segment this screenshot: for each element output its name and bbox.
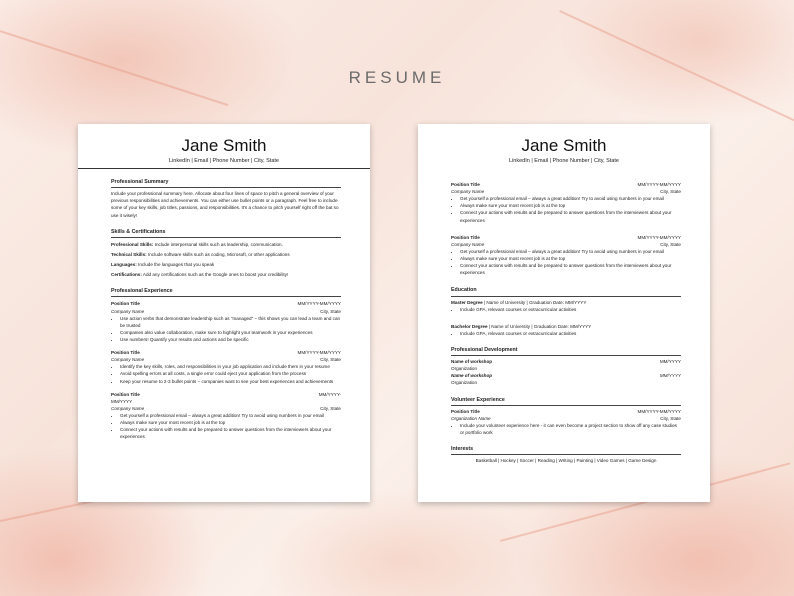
job-dates: MM/YYYY-MM/YYYY [297, 301, 341, 307]
list-item: • Always make sure your most recent job is at the top [460, 255, 681, 262]
header-divider [78, 168, 370, 169]
job-location: City, State [320, 405, 341, 411]
list-item: • Use action verbs that demonstrate leadership such as "managed" – this shows you can lead a team and can be trusted [120, 315, 341, 329]
job-location: City, State [660, 241, 681, 247]
list-item: • Connect your actions with results and be prepared to answer questions from the interviewers about your experiences [460, 262, 681, 276]
section-title-skills: Skills & Certifications [111, 228, 166, 235]
position-title: Position Title [111, 391, 140, 397]
list-item: • Connect your actions with results and be prepared to answer questions from the interviewers about your experiences [460, 209, 681, 223]
education-entry: Bachelor Degree | Name of University | Graduation Date: MM/YYYY [451, 323, 592, 329]
summary-text: Include your professional summary here. Allocate about four lines of space to pitch a general overview of your previous responsibilities and achievements. You can either use bullet points or a paragraph. Feel free to include some of your key skills, job titles, passions, and responsibilities. It's a chance to pitch yourself right off the bat so use it wisely! [111, 191, 339, 218]
workshop-date: MM/YYYY [659, 373, 681, 379]
position-title: Position Title [451, 234, 480, 240]
page-heading: RESUME [348, 68, 446, 87]
list-item: • Include GPA, relevant courses or extracurricular activities [460, 306, 681, 313]
company-name: Company Name [451, 241, 485, 247]
workshop-date: MM/YYYY [659, 359, 681, 365]
workshop-org: Organization [451, 366, 478, 372]
company-name: Company Name [111, 405, 145, 411]
company-name: Company Name [111, 357, 145, 363]
job-entry [111, 349, 341, 385]
job-dates: MM/YYYY-MM/YYYY [637, 234, 681, 240]
list-item: • Use numbers! Quantify your results and actions and be specific [120, 336, 341, 343]
job-entry [451, 234, 681, 277]
section-title-experience: Professional Experience [111, 288, 173, 295]
section-divider [451, 355, 681, 356]
list-item: • Get yourself a professional email – always a great addition! Try to avoid using numbers in your email [460, 248, 681, 255]
workshop-name: Name of workshop [451, 359, 493, 365]
position-title: Position Title [111, 301, 140, 307]
company-name: Organization Name [451, 415, 491, 421]
job-dates: MM/YYYY-MM/YYYY [297, 350, 341, 356]
section-divider [451, 296, 681, 297]
section-title-interests: Interests [451, 446, 474, 453]
position-title: Position Title [111, 350, 140, 356]
position-title: Position Title [451, 182, 480, 187]
list-item: • Identify the key skills, roles, and responsibilities in your job application and include them in your resume [120, 363, 341, 370]
job-location: City, State [660, 415, 681, 421]
position-title: Position Title [451, 408, 480, 414]
skill-line: Technical Skills: Include software skills such as coding, Microsoft, or other applications [111, 251, 290, 257]
job-entry [111, 391, 341, 441]
job-entry [111, 300, 341, 343]
resume-contact: LinkedIn | Email | Phone Number | City, State [509, 158, 619, 164]
job-dates: MM/YYYY-MM/YYYY [637, 408, 681, 414]
section-title-education: Education [451, 287, 477, 294]
list-item: • Get yourself a professional email – always a great addition! Try to avoid using numbers in your email [120, 412, 341, 419]
section-divider [111, 296, 341, 297]
section-divider [451, 405, 681, 406]
job-dates: MM/YYYY-MM/YYYY [637, 182, 681, 187]
job-location: City, State [660, 189, 681, 195]
list-item: • Include your volunteer experience here - it can even become a project section to show off any case studies or portfolio work [460, 422, 681, 436]
workshop-org: Organization [451, 380, 478, 386]
resume-page-1 [78, 124, 370, 502]
marble-vein [559, 10, 794, 122]
list-item: • Include GPA, relevant courses or extracurricular activities [460, 330, 681, 337]
skill-line: Languages: Include the languages that you speak [111, 262, 215, 268]
section-divider [451, 454, 681, 455]
resume-name: Jane Smith [181, 136, 267, 155]
skill-line: Professional Skills: Include interpersonal skills such as leadership, communication. [111, 241, 283, 247]
list-item: • Always make sure your most recent job is at the top [120, 419, 341, 426]
section-title-development: Professional Development [451, 346, 518, 353]
list-item: • Companies also value collaboration, make sure to highlight your teamwork in your experiences [120, 329, 341, 336]
company-name: Company Name [111, 308, 145, 314]
resume-contact: LinkedIn | Email | Phone Number | City, State [169, 158, 279, 164]
interests-list: Basketball | Hockey | Soccer | Reading | Writing | Painting | Video Games | Game Design [475, 458, 657, 464]
education-entry: Master Degree | Name of University | Graduation Date: MM/YYYY [451, 299, 587, 305]
job-dates: MM/YYYY- [318, 391, 341, 397]
section-divider [111, 237, 341, 238]
list-item: • Always make sure your most recent job is at the top [460, 202, 681, 209]
job-dates-continued: MM/YYYY [111, 398, 133, 404]
workshop-name: Name of workshop [451, 373, 493, 379]
list-item: • Avoid spelling errors at all costs, a single error could eject your application from the process [120, 370, 341, 377]
section-title-summary: Professional Summary [111, 179, 169, 185]
list-item: • Connect your actions with results and be prepared to answer questions from the interviewers about your experiences [120, 426, 341, 440]
section-title-volunteer: Volunteer Experience [451, 396, 505, 403]
section-divider [111, 187, 341, 188]
resume-name: Jane Smith [521, 136, 607, 155]
resume-page-2 [418, 124, 710, 502]
job-location: City, State [320, 308, 341, 314]
company-name: Company Name [451, 189, 485, 195]
job-location: City, State [320, 357, 341, 363]
skill-line: Certifications: Add any certifications such as the Google ones to boost your credibility! [111, 272, 289, 278]
list-item: • Get yourself a professional email – always a great addition! Try to avoid using numbers in your email [460, 195, 681, 202]
job-entry [451, 181, 681, 224]
list-item: • Keep your resume to 2-3 bullet points – companies want to see your best experiences and achievements [120, 378, 341, 385]
